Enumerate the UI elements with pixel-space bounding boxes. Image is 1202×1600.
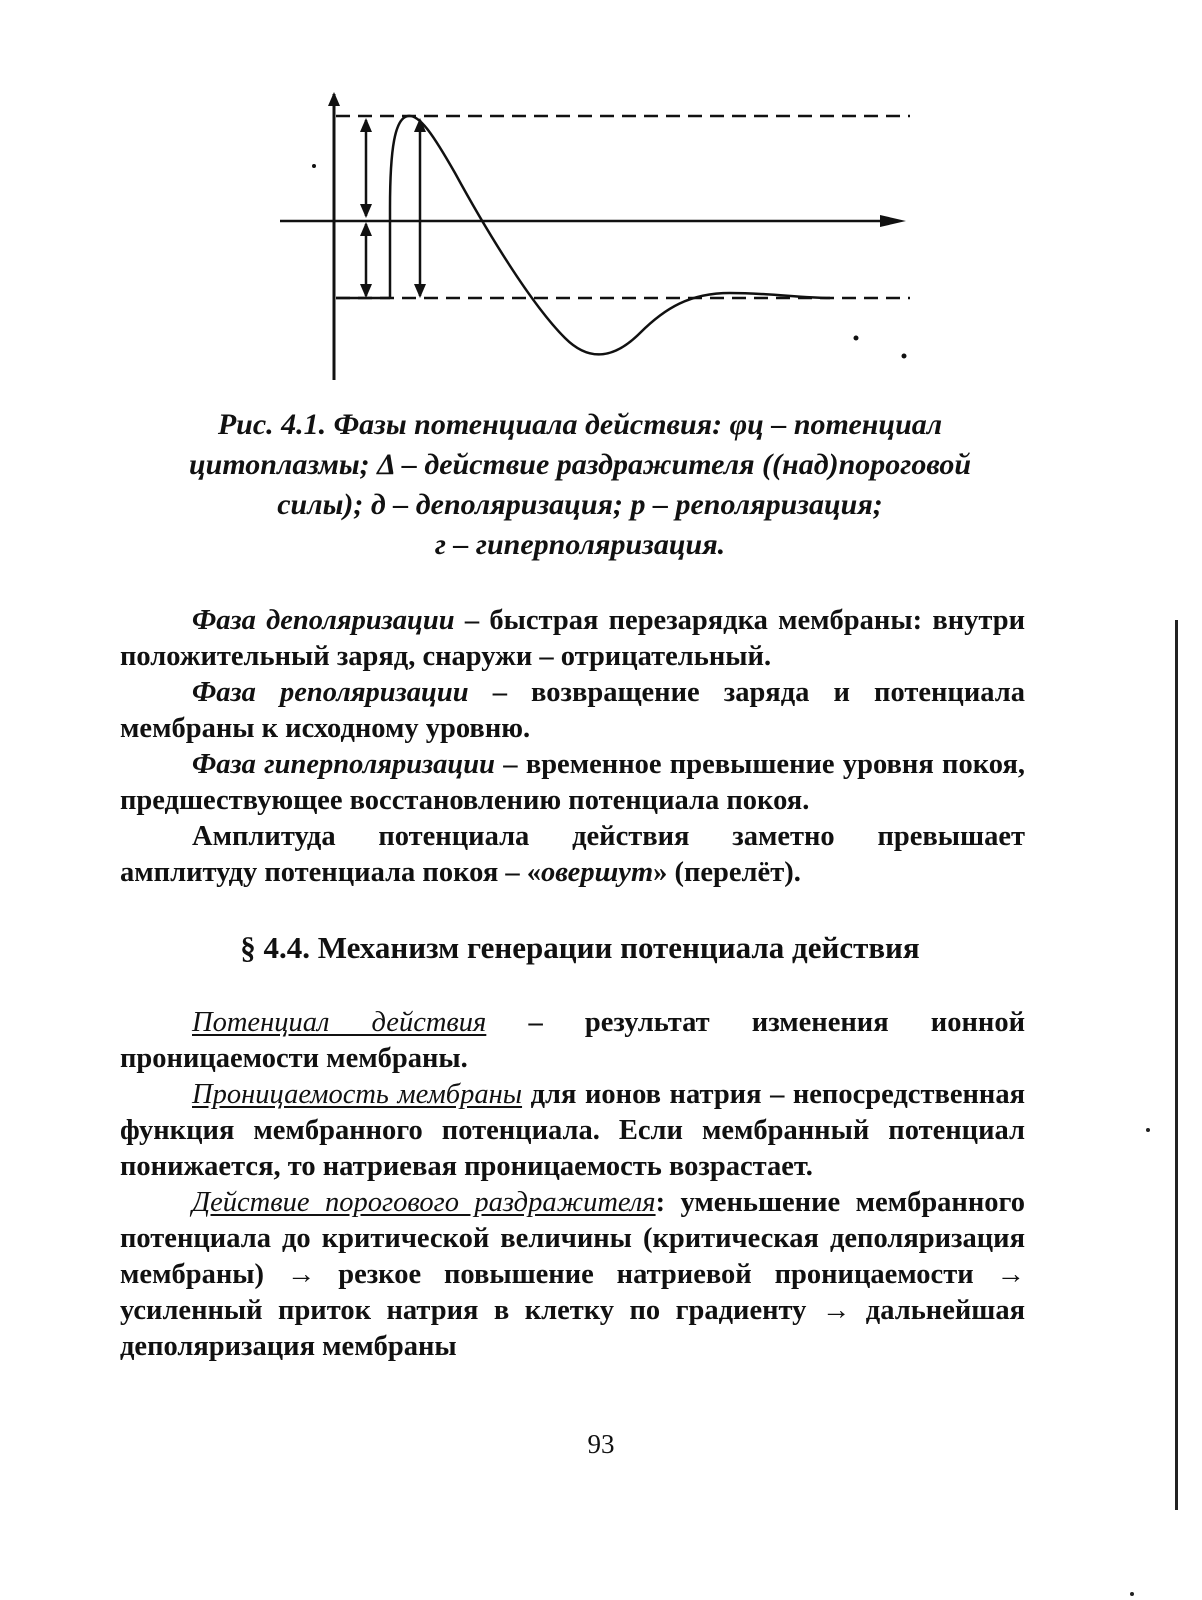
term-membrane-permeability: Проницаемость мембраны [192, 1079, 523, 1110]
scan-edge-line [1175, 620, 1178, 1510]
definition-text: : уменьшение мембранного потенциала до критической величины (критическая деполяризация мембраны) → резкое повышение натриевой проницаемости → усиленный приток натрия в клетку по градиенту → дальнейшая деполяризация мембраны [120, 1187, 1025, 1362]
definition-text: – возвращение заряда и потенциала мембраны к исходному уровню. [120, 677, 1025, 744]
paragraph-overshoot [120, 819, 1025, 891]
definition-text: – быстрая перезарядка мембраны: внутри положительный заряд, снаружи – отрицательный. [120, 605, 1025, 672]
overshoot-text-before: Амплитуда потенциала действия заметно превышает амплитуду потенциала покоя – « [120, 821, 1025, 888]
paragraph-membrane-permeability [120, 1077, 1025, 1185]
scan-speck [1146, 1128, 1150, 1132]
paragraph-hyperpolarization [120, 747, 1025, 819]
x-axis-arrow [880, 215, 906, 227]
y-axis-arrow [328, 92, 340, 106]
paragraph-action-potential [120, 1005, 1025, 1077]
action-potential-figure [270, 88, 920, 388]
overshoot-text-after: » (перелёт). [653, 857, 801, 888]
action-potential-plot [270, 88, 920, 388]
term-action-potential: Потенциал действия [192, 1007, 487, 1038]
term-depolarization: Фаза деполяризации [192, 605, 455, 636]
term-hyperpolarization: Фаза гиперполяризации [192, 749, 495, 780]
overshoot-term: овершут [541, 857, 654, 888]
definition-text: для ионов натрия – непосредственная функция мембранного потенциала. Если мембранный потенциал понижается, то натриевая проницаемость возрастает. [120, 1079, 1025, 1182]
phase-definitions [120, 603, 1025, 891]
term-threshold-stimulus: Действие порогового раздражителя [192, 1187, 656, 1218]
mechanism-text [120, 1005, 1025, 1365]
speck [312, 164, 316, 168]
caption-line: Рис. 4.1. Фазы потенциала действия: φц – потенциал [217, 408, 943, 441]
paragraph-threshold-stimulus [120, 1185, 1025, 1365]
definition-text: – результат изменения ионной проницаемости мембраны. [120, 1007, 1025, 1074]
definition-text: – временное превышение уровня покоя, предшествующее восстановлению потенциала покоя. [120, 749, 1025, 816]
paragraph-repolarization [120, 675, 1025, 747]
caption-line: силы); д – деполяризация; р – реполяризация; [277, 488, 883, 521]
scan-speck [1130, 1592, 1134, 1596]
paragraph-depolarization [120, 603, 1025, 675]
section-heading: § 4.4. Механизм генерации потенциала действия [240, 930, 920, 965]
speck [902, 354, 907, 359]
caption-line: г – гиперполяризация. [434, 528, 726, 561]
action-potential-curve [390, 116, 830, 355]
caption-line: цитоплазмы; Δ – действие раздражителя ((над)пороговой [188, 448, 972, 481]
speck [854, 336, 859, 341]
term-repolarization: Фаза реполяризации [192, 677, 469, 708]
page-number: 93 [587, 1429, 615, 1459]
figure-caption [120, 405, 1040, 565]
